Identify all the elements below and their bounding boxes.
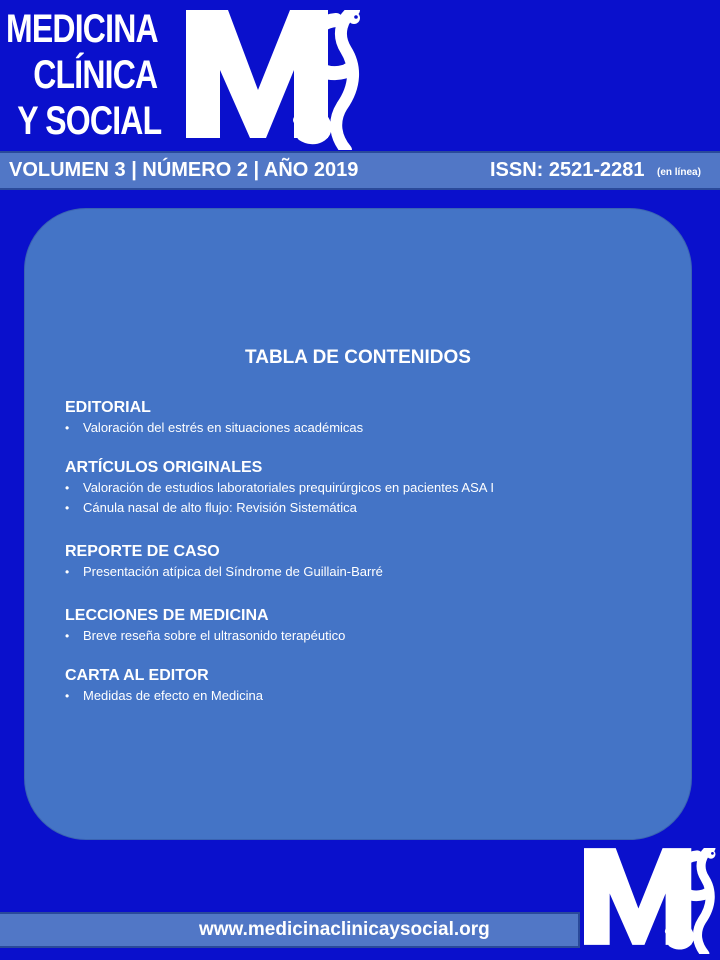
- toc-item-label: Valoración de estudios laboratoriales prequirúrgicos en pacientes ASA I: [83, 480, 494, 495]
- section-heading: LECCIONES DE MEDICINA: [65, 607, 269, 624]
- website-link[interactable]: www.medicinaclinicaysocial.org: [199, 919, 490, 940]
- volume-number-year: VOLUMEN 3 | NÚMERO 2 | AÑO 2019: [9, 159, 359, 181]
- journal-title-line-1: MEDICINA: [6, 7, 158, 51]
- issn: ISSN: 2521-2281: [490, 159, 645, 181]
- toc-item: [65, 498, 665, 518]
- toc-section-articulos-originales: [65, 458, 665, 518]
- toc-item: [65, 686, 665, 706]
- section-heading: EDITORIAL: [65, 399, 151, 416]
- toc-section-lecciones-de-medicina: [65, 606, 665, 646]
- bullet-icon: •: [65, 629, 70, 643]
- toc-section-editorial: [65, 398, 665, 438]
- journal-title-line-3: Y SOCIAL: [17, 99, 162, 143]
- bullet-icon: •: [65, 421, 70, 435]
- toc-item-label: Medidas de efecto en Medicina: [83, 688, 263, 703]
- toc-section-reporte-de-caso: [65, 542, 665, 582]
- journal-title: [6, 6, 186, 144]
- section-heading: ARTÍCULOS ORIGINALES: [65, 459, 263, 476]
- toc-section-carta-al-editor: [65, 666, 665, 706]
- toc-item: [65, 626, 665, 646]
- toc-item: [65, 478, 665, 498]
- bullet-icon: •: [65, 481, 70, 495]
- toc-item-label: Presentación atípica del Síndrome de Guillain-Barré: [83, 564, 383, 579]
- journal-logo-mcs-small: [584, 848, 720, 954]
- section-heading: CARTA AL EDITOR: [65, 667, 209, 684]
- section-heading: REPORTE DE CASO: [65, 543, 220, 560]
- issn-online-note: (en línea): [657, 167, 701, 178]
- bullet-icon: •: [65, 565, 70, 579]
- toc-item-label: Valoración del estrés en situaciones académicas: [83, 420, 364, 435]
- toc-title: TABLA DE CONTENIDOS: [245, 347, 471, 368]
- toc-item: [65, 562, 665, 582]
- table-of-contents-panel: [24, 208, 692, 840]
- journal-title-line-2: CLÍNICA: [33, 53, 158, 97]
- toc-item: [65, 418, 665, 438]
- toc-item-label: Breve reseña sobre el ultrasonido terapéutico: [83, 628, 346, 643]
- website-url-bar: [0, 912, 580, 948]
- bullet-icon: •: [65, 501, 70, 515]
- toc-item-label: Cánula nasal de alto flujo: Revisión Sistemática: [83, 500, 357, 515]
- bullet-icon: •: [65, 689, 70, 703]
- journal-logo-mcs: [186, 10, 366, 150]
- issue-info-bar: [0, 151, 720, 190]
